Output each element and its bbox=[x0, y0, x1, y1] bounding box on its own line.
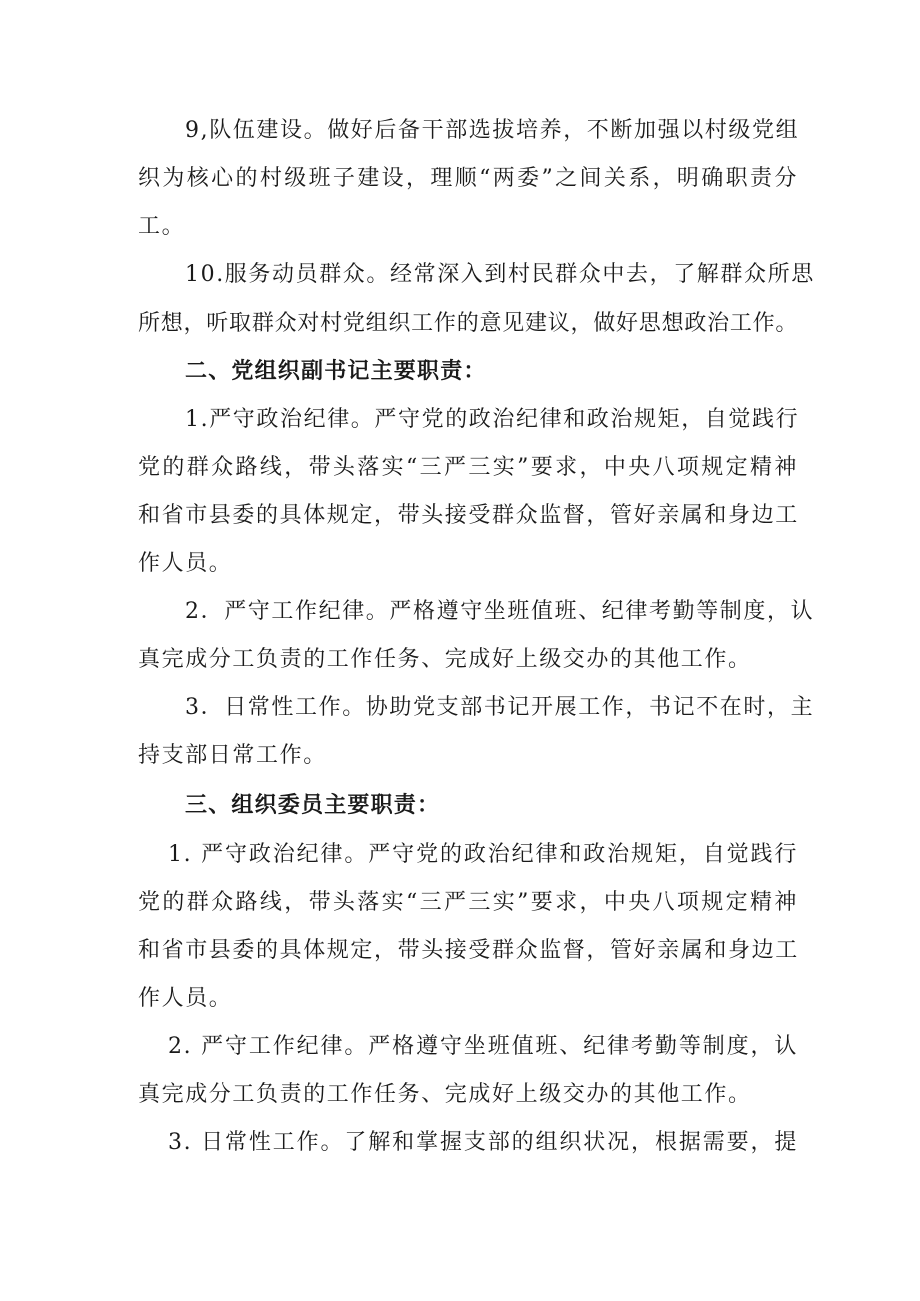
paragraph-line: 党的群众路线，带头落实“三严三实”要求，中央八项规定精神 bbox=[138, 455, 798, 480]
paragraph-line: 作人员。 bbox=[138, 986, 233, 1011]
section-heading: 三、组织委员主要职责： bbox=[185, 793, 441, 818]
paragraph-line: 持支部日常工作。 bbox=[138, 743, 327, 768]
section-heading: 二、党组织副书记主要职责： bbox=[185, 359, 487, 384]
paragraph-line: 真完成分工负责的工作任务、完成好上级交办的其他工作。 bbox=[138, 1082, 752, 1107]
paragraph-line: 1. 严守政治纪律。严守党的政治纪律和政治规矩，自觉践行 bbox=[168, 842, 798, 867]
paragraph-line: 9,队伍建设。做好后备干部选拔培养，不断加强以村级党组 bbox=[185, 118, 800, 143]
paragraph-line: 工。 bbox=[138, 214, 186, 239]
paragraph-line: 1.严守政治纪律。严守党的政治纪律和政治规矩，自觉践行 bbox=[185, 407, 800, 432]
paragraph-line: 和省市县委的具体规定，带头接受群众监督，管好亲属和身边工 bbox=[138, 503, 799, 528]
paragraph-line: 3. 日常性工作。了解和掌握支部的组织状况，根据需要，提 bbox=[168, 1130, 798, 1155]
paragraph-line: 党的群众路线，带头落实“三严三实”要求，中央八项规定精神 bbox=[138, 890, 798, 915]
paragraph-line: 真完成分工负责的工作任务、完成好上级交办的其他工作。 bbox=[138, 647, 752, 672]
paragraph-line: 织为核心的村级班子建设，理顺“两委”之间关系，明确职责分 bbox=[138, 166, 798, 191]
paragraph-line: 10.服务动员群众。经常深入到村民群众中去，了解群众所思 bbox=[185, 262, 815, 287]
paragraph-line: 作人员。 bbox=[138, 551, 233, 576]
paragraph-line: 所想，听取群众对村党组织工作的意见建议，做好思想政治工作。 bbox=[138, 311, 798, 336]
paragraph-line: 2．严守工作纪律。严格遵守坐班值班、纪律考勤等制度，认 bbox=[185, 599, 815, 624]
paragraph-line: 3．日常性工作。协助党支部书记开展工作，书记不在时，主 bbox=[185, 695, 815, 720]
paragraph-line: 2. 严守工作纪律。严格遵守坐班值班、纪律考勤等制度，认 bbox=[168, 1034, 798, 1059]
paragraph-line: 和省市县委的具体规定，带头接受群众监督，管好亲属和身边工 bbox=[138, 938, 799, 963]
